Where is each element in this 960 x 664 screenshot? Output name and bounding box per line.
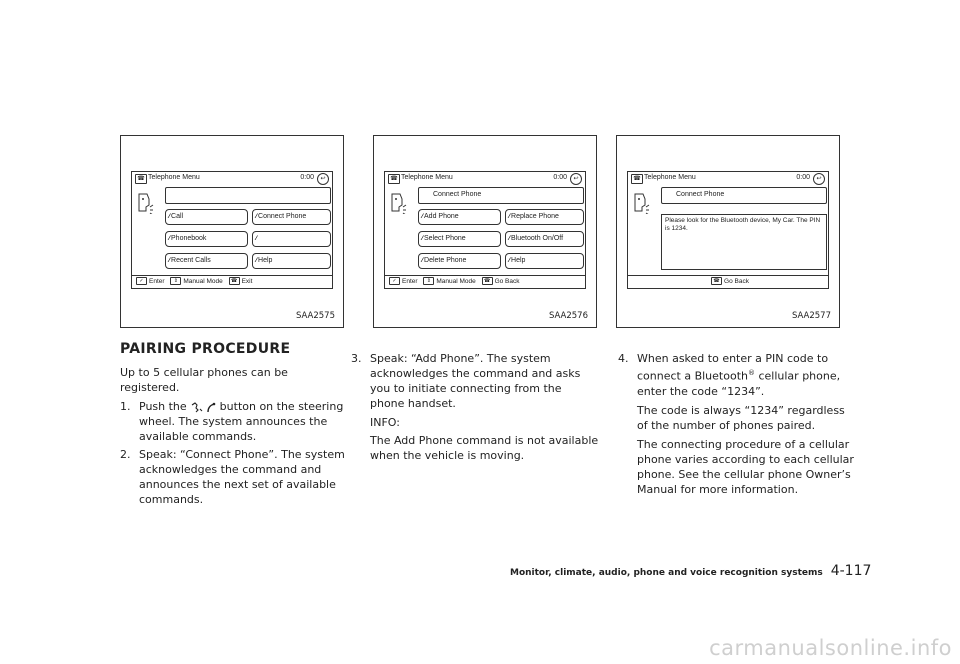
figure-saa2576 bbox=[373, 135, 597, 328]
help-button[interactable]: ⁄⁄⁄ Help bbox=[252, 253, 331, 269]
title-bar bbox=[385, 172, 585, 185]
figure-saa2577 bbox=[616, 135, 840, 328]
step-1: 1. Push the button on the steering wheel. The system announces the available commands. bbox=[120, 400, 344, 443]
phone-end-icon: ☎ bbox=[482, 277, 493, 285]
bluetooth-toggle-button[interactable]: ⁄⁄⁄ Bluetooth On/Off bbox=[505, 231, 584, 247]
step-3: 3. Speak: “Add Phone”. The system acknowledges the command and asks you to initiate connecting from the phone handset. bbox=[351, 352, 581, 410]
status-bar: ✓ Enter ⇕ Manual Mode ☎ Exit bbox=[132, 275, 332, 288]
figure-label: SAA2576 bbox=[548, 311, 588, 321]
figure-saa2575 bbox=[120, 135, 344, 328]
select-phone-button[interactable]: ⁄⁄⁄ Select Phone bbox=[418, 231, 501, 247]
column-2 bbox=[351, 351, 599, 463]
phone-icon: ☎ bbox=[135, 174, 147, 184]
info-text: The Add Phone command is not available when the vehicle is moving. bbox=[370, 434, 599, 462]
status-bar: ✓ Enter ⇕ Manual Mode ☎ Go Back bbox=[385, 275, 585, 288]
pin-code-screen bbox=[627, 171, 829, 289]
column-1 bbox=[120, 342, 346, 510]
connect-phone-screen bbox=[384, 171, 586, 289]
talking-head-icon bbox=[389, 192, 407, 214]
replace-phone-button[interactable]: ⁄⁄⁄ Replace Phone bbox=[505, 209, 584, 225]
enter-icon: ✓ bbox=[389, 277, 400, 285]
telephone-menu-screen bbox=[131, 171, 333, 289]
pin-message: Please look for the Bluetooth device, My Car. The PIN is 1234. bbox=[661, 214, 827, 270]
intro-text: Up to 5 cellular phones can be registered. bbox=[120, 366, 288, 394]
clock: 0:00 bbox=[553, 174, 567, 181]
recent-calls-button[interactable]: ⁄⁄⁄ Recent Calls bbox=[165, 253, 248, 269]
screen-title: Telephone Menu bbox=[644, 174, 696, 181]
section-title: Monitor, climate, audio, phone and voice recognition systems bbox=[510, 568, 823, 578]
column-3 bbox=[618, 351, 854, 497]
clock: 0:00 bbox=[796, 174, 810, 181]
manual-mode-icon: ⇕ bbox=[170, 277, 181, 285]
phone-icon: ☎ bbox=[631, 174, 643, 184]
status-bar: ☎ Go Back bbox=[628, 275, 828, 288]
add-phone-button[interactable]: ⁄⁄⁄ Add Phone bbox=[418, 209, 501, 225]
paragraph-procedure: The connecting procedure of a cellular phone varies according to each cellular phone. See the cellular phone Owner’s Manual for more information. bbox=[637, 437, 854, 496]
voice-talk-button-icon bbox=[190, 402, 216, 413]
watermark: carmanualsonline.info bbox=[709, 636, 952, 660]
step-4: 4. When asked to enter a PIN code to connect a Bluetooth® cellular phone, enter the code “1234”. bbox=[618, 352, 841, 398]
section-heading: PAIRING PROCEDURE bbox=[120, 341, 291, 357]
help-button[interactable]: ⁄⁄⁄ Help bbox=[505, 253, 584, 269]
step-2: 2. Speak: “Connect Phone”. The system acknowledges the command and announces the next set of available commands. bbox=[120, 448, 345, 506]
talking-head-icon bbox=[632, 192, 650, 214]
paragraph-code: The code is always “1234” regardless of the number of phones paired. bbox=[637, 403, 845, 432]
clock: 0:00 bbox=[300, 174, 314, 181]
connect-phone-header: Connect Phone bbox=[418, 187, 584, 204]
figure-label: SAA2577 bbox=[791, 311, 831, 321]
manual-mode-icon: ⇕ bbox=[423, 277, 434, 285]
info-label: INFO: bbox=[370, 416, 400, 429]
phone-end-icon: ☎ bbox=[711, 277, 722, 285]
empty-display-box bbox=[165, 187, 331, 204]
page-footer bbox=[510, 563, 871, 579]
blank-button[interactable] bbox=[252, 231, 331, 247]
phone-end-icon: ☎ bbox=[229, 277, 240, 285]
title-bar bbox=[132, 172, 332, 185]
screen-title: Telephone Menu bbox=[401, 174, 453, 181]
enter-icon: ✓ bbox=[136, 277, 147, 285]
back-icon[interactable]: ↩ bbox=[317, 173, 329, 185]
call-button[interactable]: ⁄⁄⁄ Call bbox=[165, 209, 248, 225]
talking-head-icon bbox=[136, 192, 154, 214]
screen-title: Telephone Menu bbox=[148, 174, 200, 181]
phonebook-button[interactable]: ⁄⁄⁄ Phonebook bbox=[165, 231, 248, 247]
delete-phone-button[interactable]: ⁄⁄⁄ Delete Phone bbox=[418, 253, 501, 269]
figure-label: SAA2575 bbox=[295, 311, 335, 321]
title-bar bbox=[628, 172, 828, 185]
back-icon[interactable]: ↩ bbox=[813, 173, 825, 185]
phone-icon: ☎ bbox=[388, 174, 400, 184]
back-icon[interactable]: ↩ bbox=[570, 173, 582, 185]
connect-phone-button[interactable]: ⁄⁄⁄ Connect Phone bbox=[252, 209, 331, 225]
connect-phone-header: Connect Phone bbox=[661, 187, 827, 204]
page-number: 4-117 bbox=[830, 563, 872, 579]
